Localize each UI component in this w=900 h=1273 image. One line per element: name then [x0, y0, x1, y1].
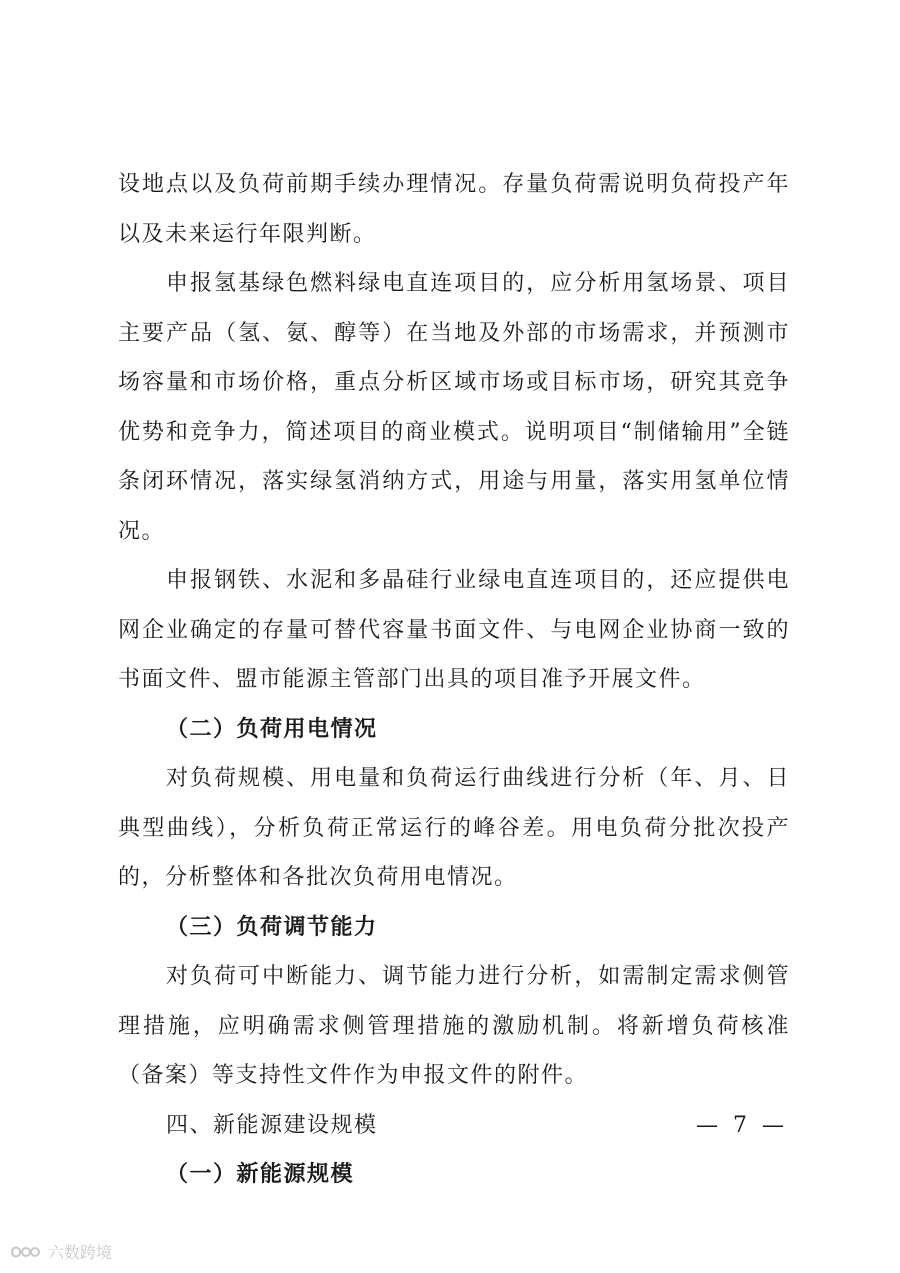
section-heading-new-energy: 四、新能源建设规模	[166, 1112, 378, 1138]
subheading-load-regulation: （三）负荷调节能力	[166, 913, 378, 940]
subheading-load-electricity: （二）负荷用电情况	[166, 715, 378, 742]
document-body	[118, 160, 790, 1200]
paragraph-3: 申报钢铁、水泥和多晶硅行业绿电直连项目的，还应提供电网企业确定的存量可替代容量书面文件、与电网企业协商一致的书面文件、盟市能源主管部门出具的项目准予开展文件。	[118, 568, 790, 692]
paragraph-4: 对负荷规模、用电量和负荷运行曲线进行分析（年、月、日典型曲线），分析负荷正常运行的峰谷差。用电负荷分批次投产的，分析整体和各批次负荷用电情况。	[118, 766, 790, 890]
subheading-new-energy-scale: （一）新能源规模	[166, 1161, 355, 1187]
watermark-text: 六数跨境	[48, 1243, 113, 1262]
brand-logo-icon	[8, 1242, 42, 1262]
watermark	[8, 1240, 112, 1263]
page-number: — 7 —	[696, 1113, 788, 1138]
paragraph-1: 设地点以及负荷前期手续办理情况。存量负荷需说明负荷投产年以及未来运行年限判断。	[118, 172, 790, 247]
paragraph-5: 对负荷可中断能力、调节能力进行分析，如需制定需求侧管理措施，应明确需求侧管理措施的激励机制。将新增负荷核准（备案）等支持性文件作为申报文件的附件。	[118, 964, 790, 1088]
paragraph-2: 申报氢基绿色燃料绿电直连项目的，应分析用氢场景、项目主要产品（氢、氨、醇等）在当地及外部的市场需求，并预测市场容量和市场价格，重点分析区域市场或目标市场，研究其竞争优势和竞争力，简述项目的商业模式。说明项目“制储输用”全链条闭环情况，落实绿氢消纳方式，用途与用量，落实用氢单位情况。	[118, 271, 790, 544]
